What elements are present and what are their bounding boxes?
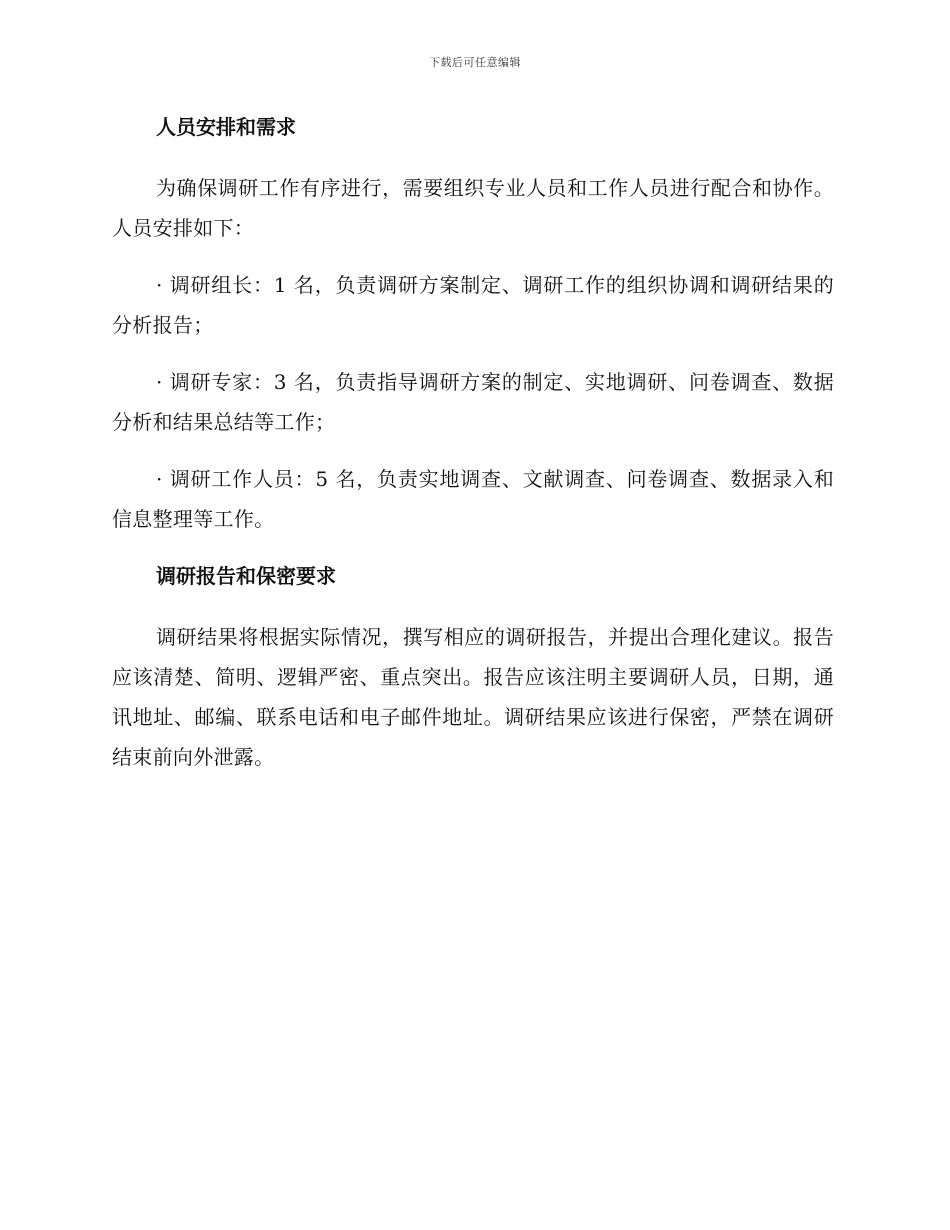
section-heading-staffing: 人员安排和需求 — [156, 115, 296, 139]
list-item-team-leader: · 调研组长：1 名，负责调研方案制定、调研工作的组织协调和调研结果的分析报告； — [112, 273, 834, 337]
paragraph-report-confidentiality: 调研结果将根据实际情况，撰写相应的调研报告，并提出合理化建议。报告应该清楚、简明、逻辑严密、重点突出。报告应该注明主要调研人员，日期，通讯地址、邮编、联系电话和电子邮件地址。调研结果应该进行保密，严禁在调研结束前向外泄露。 — [112, 625, 834, 769]
section-heading-report-confidentiality: 调研报告和保密要求 — [156, 564, 336, 588]
list-item-research-staff: · 调研工作人员：5 名，负责实地调查、文献调查、问卷调查、数据录入和信息整理等工作。 — [112, 467, 834, 531]
page-header: 下载后可任意编辑 — [429, 56, 521, 69]
list-item-research-experts: · 调研专家：3 名，负责指导调研方案的制定、实地调研、问卷调查、数据分析和结果总结等工作； — [112, 370, 834, 434]
paragraph-staffing-intro: 为确保调研工作有序进行，需要组织专业人员和工作人员进行配合和协作。人员安排如下： — [112, 176, 834, 240]
document-body — [112, 112, 834, 777]
